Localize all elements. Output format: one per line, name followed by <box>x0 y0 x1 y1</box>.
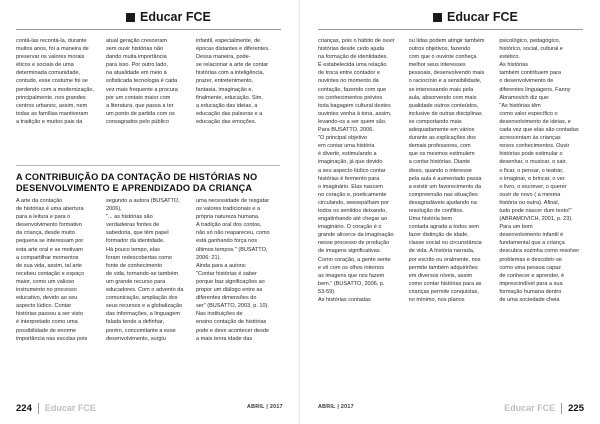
text-line: permite também adquirirões <box>408 264 478 271</box>
text-line: ou lidas podem atingir também <box>408 38 485 44</box>
text-line: que os mesmos estimulem <box>408 151 475 158</box>
left-bottom-columns <box>16 197 280 343</box>
text-line: inclusive de outras disciplinas <box>408 110 482 117</box>
text-line: desenvolvimento de ideias, e <box>499 118 571 125</box>
text-line: um ponto de partida com os <box>106 110 175 117</box>
text-column <box>16 197 99 343</box>
text-line: Uma história bem <box>408 216 453 223</box>
text-line: contudo, esse costume foi se <box>16 78 88 85</box>
text-line: de histórias é uma abertura <box>16 206 84 213</box>
text-line: formador da identidade. <box>106 238 165 245</box>
text-line: de imagens significativas. <box>318 248 382 255</box>
text-line: desenhar, o musicar, o sair, <box>499 159 567 166</box>
text-column <box>16 37 99 126</box>
text-line: éticos e sociais de uma <box>16 62 74 69</box>
text-line: aula, absorvendo com mais <box>408 94 477 101</box>
text-line: pela aula é aumentado passa <box>408 175 482 182</box>
text-line: e vê com os olhos internos <box>318 264 384 271</box>
text-line: não só não reapareceu, como <box>196 230 270 237</box>
text-line: resolução de conflitos. <box>408 207 464 214</box>
text-line: A arte da contação <box>16 198 63 204</box>
text-line: tudo pode nascer dum texto!" <box>499 207 572 214</box>
text-line: é divertir, estimulando a <box>318 151 377 158</box>
text-line: grande alicerce da imaginação <box>318 232 394 239</box>
text-line: Para um bom <box>499 224 533 231</box>
text-line: 2006), <box>106 206 122 213</box>
section-divider <box>16 165 280 166</box>
text-line: o raciocínio e a sensibilidade, <box>408 78 482 85</box>
text-line: "Contar histórias é saber <box>196 270 257 277</box>
text-line: qualidade outros conteúdos, <box>408 102 479 109</box>
header-rule <box>318 29 583 30</box>
text-line: um grande recurso para <box>106 278 166 285</box>
text-line: Dessa maneira, pode- <box>196 54 251 61</box>
footer-magazine-title: Educar FCE <box>44 403 96 413</box>
text-line: a educação das ideias, a <box>196 102 258 109</box>
text-column <box>106 197 189 343</box>
text-line: formação humana dentro <box>499 288 562 295</box>
text-line: desenvolvimento formativo <box>16 222 82 229</box>
text-line: desenvolvimento, surgiu <box>106 335 166 342</box>
text-line: Abramovich diz que: <box>499 94 550 101</box>
text-line: melhor seus interesses <box>408 62 466 69</box>
text-line: também contribuem para <box>499 70 562 77</box>
text-line: de conhecer e aprender, é <box>499 272 565 279</box>
text-line: 2006: 21). <box>196 254 221 261</box>
text-line: a literatura, que passa a ter <box>106 102 174 109</box>
text-column <box>106 37 189 126</box>
header-rule <box>16 29 281 30</box>
text-line: as imagens que nos fazem <box>318 272 385 279</box>
text-line: "... as histórias são <box>106 214 153 221</box>
text-line: contação, fazendo com que <box>318 86 387 93</box>
text-line: levando-os a ser quem são. <box>318 118 387 125</box>
text-line: cada vez que elas são contadas <box>499 127 579 134</box>
text-line: determinada comunidade, <box>16 70 81 77</box>
text-line: pessoais, desenvolvendo mais <box>408 70 485 77</box>
text-line: a tradição e muitos pais da <box>16 118 83 125</box>
text-line: educação das emoções. <box>196 118 257 125</box>
left-page-header <box>126 9 211 25</box>
text-line: sem ouvir histórias não <box>106 46 164 53</box>
text-line: o imaginário. Elas nascem <box>318 183 384 190</box>
text-line: de troca entre contador e <box>318 70 380 77</box>
text-line: atual geração cresceram <box>106 38 168 44</box>
text-line: Como coração, a gente sente <box>318 256 391 263</box>
text-line: fonte de conhecimento <box>106 262 163 269</box>
text-line: muitos anos, foi a maneira de <box>16 46 89 53</box>
text-line: Para BUSATTO, 2006. <box>318 127 374 134</box>
text-line: prazer, entretenimento, <box>196 78 254 85</box>
text-line: o ficar, o pensar, o teatrar, <box>499 167 564 174</box>
text-line: o livro, o escrever, o querer <box>499 183 567 190</box>
text-line: como valor específico o <box>499 110 558 117</box>
text-line: ouvintes no momento da <box>318 78 379 85</box>
text-line: com que o ouvinte conheça <box>408 54 477 61</box>
text-line: Há pouco tempo, elas <box>106 246 160 253</box>
right-page <box>300 0 600 424</box>
footer-separator <box>561 403 562 414</box>
text-line: principalmente, nos grandes <box>16 94 86 101</box>
text-line: falada tende a definhar, <box>106 319 164 326</box>
text-line: (ABRAMOVICH, 2001, p. 23). <box>499 216 573 223</box>
square-bullet-icon <box>126 13 135 22</box>
text-line: instrumento no processo <box>16 287 77 294</box>
text-line: história ou outra). Afinal, <box>499 199 560 206</box>
text-line: diferentes dimensões do <box>196 295 257 302</box>
footer-magazine-title: Educar FCE <box>504 403 556 413</box>
text-line: sabedoria, que têm papel <box>106 230 169 237</box>
footer-date: ABRIL | 2017 <box>247 404 283 410</box>
text-line: infantil, especialmente, de <box>196 38 261 44</box>
text-line: de vida. A história narrada, <box>408 248 475 255</box>
text-line: segundo a autora (BUSATTO, <box>106 198 180 204</box>
text-line: se relacionar a arte de contar <box>196 62 269 69</box>
text-line: fundamental que a criança <box>499 240 565 247</box>
text-line: As histórias contadas <box>318 297 371 303</box>
text-line: na formação de identidades. <box>318 54 388 61</box>
text-line: para isso. Por outro lado, <box>106 62 168 69</box>
text-line: pequena se interessam por <box>16 238 84 245</box>
text-line: "As histórias têm <box>499 102 541 109</box>
text-line: consagrados pelo público <box>106 118 169 125</box>
text-column <box>409 37 493 304</box>
text-line: das informações, a linguagem <box>106 311 181 318</box>
text-column <box>196 197 279 343</box>
text-line: da criança, desde muito <box>16 230 75 237</box>
text-line: ouvintes venha à tona, assim, <box>318 110 392 117</box>
magazine-title: Educar FCE <box>447 10 518 24</box>
text-line: no mínimo, nos planos <box>408 297 465 303</box>
square-bullet-icon <box>433 13 442 22</box>
text-line: maior, como um valioso <box>16 278 75 285</box>
text-line: adequadamente em vários <box>408 127 475 134</box>
text-line: ser" (BUSATTO, 2003, p. 10). <box>196 303 269 310</box>
text-line: em diversos níveis, assim <box>408 272 473 279</box>
text-line: imprescindível para a sua <box>499 280 563 287</box>
text-line: imaginário. O coração é o <box>318 224 382 231</box>
text-line: perdendo com a modernização, <box>16 86 95 93</box>
text-line: de vida, tornando-se também <box>106 270 179 277</box>
text-line: foram redescobertas como <box>106 254 172 261</box>
text-line: no coração e, poeticamente <box>318 191 387 198</box>
text-line: porque baz significações ao <box>196 278 265 285</box>
text-column <box>318 37 402 304</box>
text-line: contá-las recontá-la, durante <box>16 38 87 44</box>
text-line: por escrito ou oralmente, nos <box>408 256 481 263</box>
text-line: disso, quando o interesse <box>408 167 472 174</box>
text-line: se comportando mais <box>408 118 462 125</box>
text-line: crianças, pois o hábito de ouvir <box>318 38 395 44</box>
text-line: histórias pode estimular o <box>499 151 563 158</box>
text-line: diferentes linguagens, Fanny <box>499 86 571 93</box>
text-line: bem." (BUSATTO, 2006, p. <box>318 280 385 287</box>
text-line: acrescentam às crianças <box>499 135 561 142</box>
text-line: todas as famílias mantiveram <box>16 110 89 117</box>
footer-date: ABRIL | 2017 <box>318 404 354 410</box>
text-line: 53-59). <box>318 288 336 295</box>
text-line: As histórias <box>499 62 529 69</box>
text-line: em contar uma história <box>318 143 375 150</box>
text-line: para a leitura e para o <box>16 214 71 221</box>
text-line: educadores. Com o advento da <box>106 287 184 294</box>
text-line: fazer distinção de idade, <box>408 232 469 239</box>
text-line: os conhecimentos prévios <box>318 94 383 101</box>
text-line: recebeu contação e espaço <box>16 270 85 277</box>
text-line: preservar os valores morais <box>16 54 85 61</box>
text-line: possibilidade de enorme <box>16 327 77 334</box>
text-line: desenvolvimento infantil é <box>499 232 564 239</box>
text-line: sofisticada tecnologia é cada <box>106 78 178 85</box>
text-line: a seu aspecto lúdico contar <box>318 167 386 174</box>
text-line: propor um diálogo entre as <box>196 287 263 294</box>
text-line: descubra sozinha como resolver <box>499 248 580 255</box>
text-line: educação das palavras e a <box>196 110 263 117</box>
page-number: 225 <box>568 402 584 414</box>
text-line: própria natureza humana. <box>196 214 260 221</box>
text-line: histórias passou a ser visto <box>16 311 83 318</box>
text-line: importância nas escolas pois <box>16 335 88 342</box>
text-line: histórias com a inteligência, <box>196 70 265 77</box>
text-line: "O principal objetivo <box>318 135 368 142</box>
text-line: toda bagagem cultural destes <box>318 102 391 109</box>
text-line: ensino contação de histórias <box>196 319 267 326</box>
text-line: vez mais frequente a procura <box>106 86 178 93</box>
text-line: está ganhando força nos <box>196 238 258 245</box>
right-page-header <box>433 9 518 25</box>
text-line: é interpretado como uma <box>16 319 78 326</box>
text-line: É estabelecida uma relação <box>318 62 387 69</box>
text-line: dando muita importância <box>106 54 167 61</box>
text-line: classe social ou circunstância <box>408 240 482 247</box>
text-line: o desenvolvimento de <box>499 78 554 85</box>
text-line: porém, concomitante a esse <box>106 327 176 334</box>
magazine-title: Educar FCE <box>140 10 211 24</box>
text-line: a contar histórias. Diante <box>408 159 471 166</box>
text-line: histórico, social, cultural e <box>499 46 563 53</box>
text-column <box>196 37 279 126</box>
text-line: aspecto lúdico. Contar <box>16 303 72 310</box>
text-line: histórias desde cedo ajuda <box>318 46 384 53</box>
text-line: demais professores, com <box>408 143 471 150</box>
text-line: pode e deve acontecer desde <box>196 327 270 334</box>
text-line: imaginação, já que devido <box>318 159 383 166</box>
text-line: A tradição oral dos contos, <box>196 222 262 229</box>
footer-separator <box>38 403 39 414</box>
section-title: A CONTRIBUIÇÃO DA CONTAÇÃO DE HISTÓRIAS NO DESENVOLVIMENTO E APRENDIZADO DA CRIANÇA <box>16 172 258 193</box>
text-line: outros objetivos, fazendo <box>408 46 471 53</box>
text-line: como uma pessoa capaz <box>499 264 562 271</box>
text-line: de uma sociedade cheia <box>499 297 560 303</box>
text-line: como contar histórias para as <box>408 280 482 287</box>
text-line: circulando, seesepalham por <box>318 199 389 206</box>
text-line: novos conhecimentos. Ouvir <box>499 143 570 150</box>
text-line: estético. <box>499 54 521 61</box>
text-line: educativo, devido ao seu <box>16 295 78 302</box>
text-line: fantasia, imaginação e, <box>196 86 254 93</box>
text-line: o imaginar, o brincar, o ver <box>499 175 565 182</box>
text-line: centros urbanos, assim, nem <box>16 102 88 109</box>
text-line: últimos tempos." (BUSATTO, <box>196 246 268 253</box>
text-line: finalmente, educação. Sim, <box>196 94 263 101</box>
text-line: psicológico, pedagógico, <box>499 38 561 44</box>
page-number: 224 <box>16 402 32 414</box>
text-line: ouvir de novo ( a mesma <box>499 191 561 198</box>
text-line: a mais tenra idade das <box>196 335 253 342</box>
left-top-columns <box>16 37 280 126</box>
text-line: engatinhando até chegar ao <box>318 216 388 223</box>
text-line: épocas distantes e diferentes. <box>196 46 270 53</box>
text-line: crianças permite conquistas, <box>408 288 479 295</box>
text-line: durante as explicações dos <box>408 135 476 142</box>
text-line: nesse processo de produção <box>318 240 390 247</box>
text-line: na atualidade em meio à <box>106 70 167 77</box>
right-footer <box>504 401 584 415</box>
text-line: por um contato maior com <box>106 94 171 101</box>
text-line: de sua vida, assim, tal arte <box>16 262 82 269</box>
left-footer <box>16 401 96 415</box>
text-line: comunicação, ampliação dos <box>106 295 178 302</box>
text-line: os valores tradicionais e a <box>196 206 261 213</box>
text-column <box>499 37 583 304</box>
text-line: todos os sentidos deixando, <box>318 207 387 214</box>
text-line: se interessando mais pela <box>408 86 474 93</box>
text-line: problemas e descobrir-se <box>499 256 562 263</box>
text-line: contada agrada a todos sem <box>408 224 479 231</box>
text-line: a compartilhar momentos <box>16 254 79 261</box>
text-line: compreensão nas situações <box>408 191 478 198</box>
text-line: a existir um favorecimento da <box>408 183 482 190</box>
text-line: Nas instituições de <box>196 311 243 318</box>
text-line: seus recursos e a globalização <box>106 303 183 310</box>
text-line: histórias é fermento para <box>318 175 380 182</box>
text-line: Ainda para a autora: <box>196 262 247 269</box>
text-line: esta arte oral e se motivam <box>16 246 83 253</box>
text-line: uma necessidade de resgatar <box>196 198 270 204</box>
text-line: desagradáveis ajudando na <box>408 199 477 206</box>
right-columns <box>318 37 583 304</box>
text-line: verdadeiras fontes de <box>106 222 160 229</box>
